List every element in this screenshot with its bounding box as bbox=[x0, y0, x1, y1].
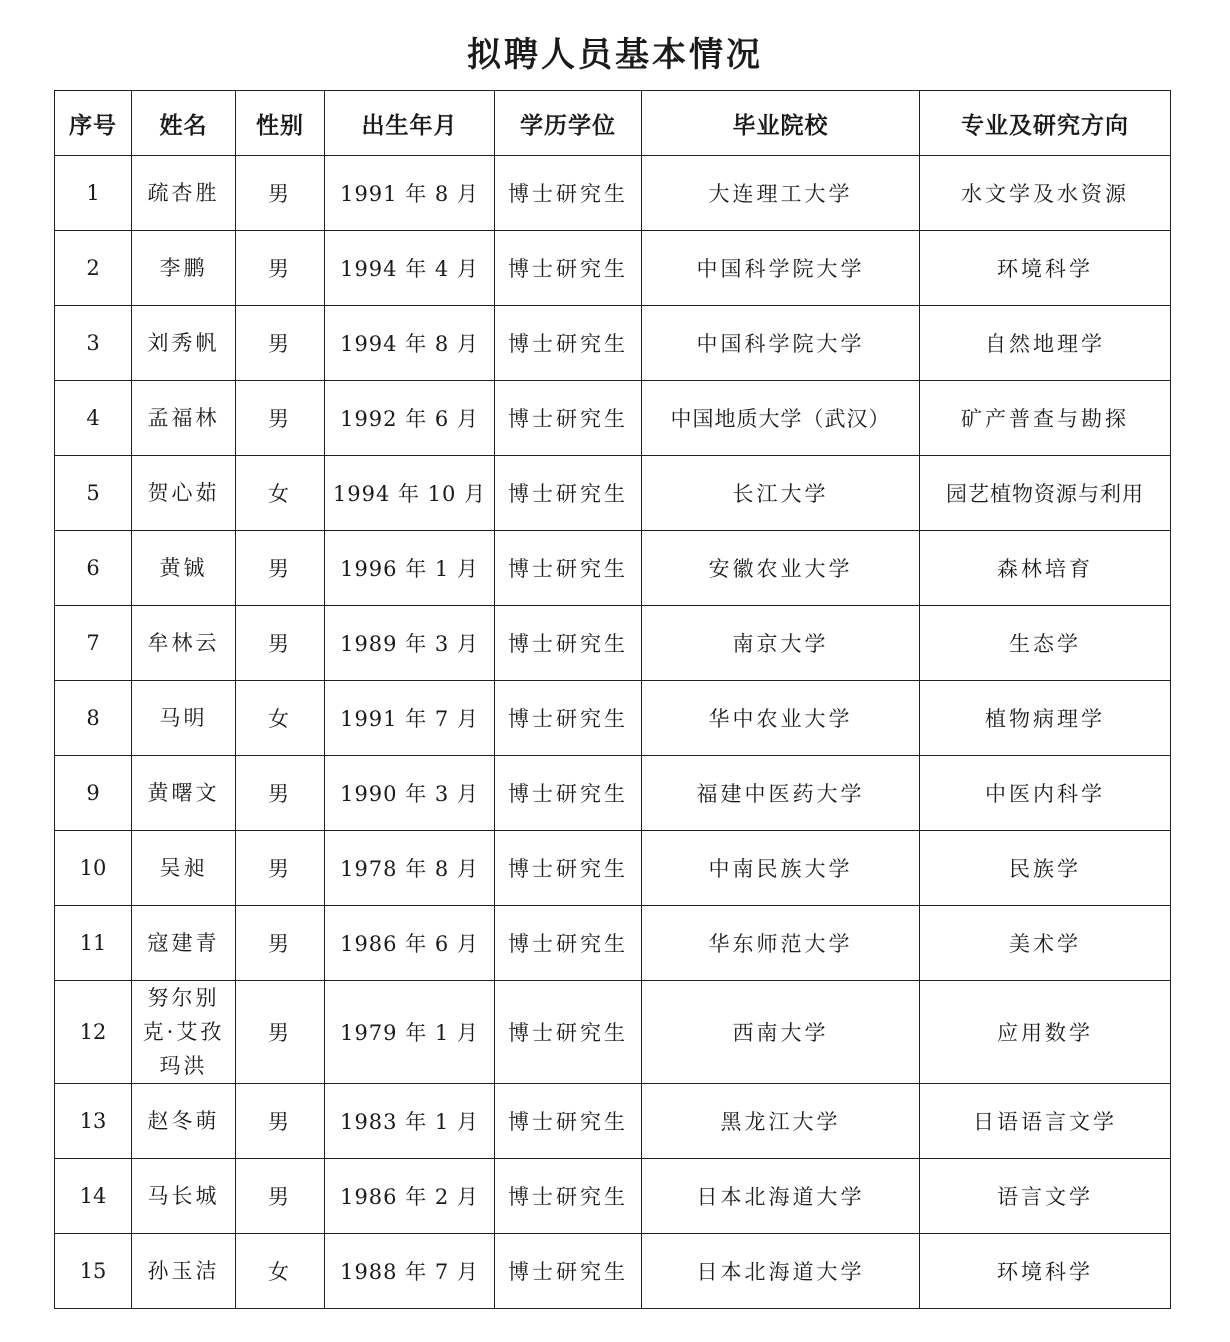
cell-name: 马长城 bbox=[132, 1159, 236, 1234]
cell-no: 2 bbox=[55, 231, 132, 306]
cell-major: 园艺植物资源与利用 bbox=[920, 456, 1171, 531]
cell-school: 日本北海道大学 bbox=[642, 1159, 920, 1234]
cell-birth: 1994 年 4 月 bbox=[325, 231, 495, 306]
candidate-table bbox=[54, 90, 1171, 1309]
cell-gender: 男 bbox=[236, 981, 325, 1084]
table-row bbox=[55, 231, 1171, 306]
cell-name: 牟林云 bbox=[132, 606, 236, 681]
cell-no: 1 bbox=[55, 156, 132, 231]
cell-gender: 男 bbox=[236, 156, 325, 231]
cell-no: 13 bbox=[55, 1084, 132, 1159]
cell-no: 11 bbox=[55, 906, 132, 981]
cell-gender: 女 bbox=[236, 681, 325, 756]
cell-birth: 1983 年 1 月 bbox=[325, 1084, 495, 1159]
cell-school: 大连理工大学 bbox=[642, 156, 920, 231]
cell-no: 8 bbox=[55, 681, 132, 756]
cell-school: 西南大学 bbox=[642, 981, 920, 1084]
cell-no: 7 bbox=[55, 606, 132, 681]
column-header-gender: 性别 bbox=[236, 91, 325, 156]
cell-no: 9 bbox=[55, 756, 132, 831]
table-row bbox=[55, 1084, 1171, 1159]
cell-school: 安徽农业大学 bbox=[642, 531, 920, 606]
cell-birth: 1992 年 6 月 bbox=[325, 381, 495, 456]
cell-school: 中国科学院大学 bbox=[642, 231, 920, 306]
cell-no: 14 bbox=[55, 1159, 132, 1234]
cell-school: 中国地质大学（武汉） bbox=[642, 381, 920, 456]
header-row bbox=[55, 91, 1171, 156]
cell-degree: 博士研究生 bbox=[495, 381, 642, 456]
cell-school: 华东师范大学 bbox=[642, 906, 920, 981]
cell-degree: 博士研究生 bbox=[495, 1234, 642, 1309]
table-row bbox=[55, 1159, 1171, 1234]
cell-no: 12 bbox=[55, 981, 132, 1084]
table-row bbox=[55, 456, 1171, 531]
cell-birth: 1978 年 8 月 bbox=[325, 831, 495, 906]
cell-degree: 博士研究生 bbox=[495, 231, 642, 306]
cell-gender: 男 bbox=[236, 381, 325, 456]
table-row bbox=[55, 606, 1171, 681]
cell-school: 日本北海道大学 bbox=[642, 1234, 920, 1309]
cell-major: 中医内科学 bbox=[920, 756, 1171, 831]
cell-birth: 1986 年 2 月 bbox=[325, 1159, 495, 1234]
table-row bbox=[55, 831, 1171, 906]
cell-gender: 男 bbox=[236, 756, 325, 831]
cell-name: 李鹏 bbox=[132, 231, 236, 306]
cell-birth: 1994 年 10 月 bbox=[325, 456, 495, 531]
cell-degree: 博士研究生 bbox=[495, 831, 642, 906]
cell-name: 刘秀帆 bbox=[132, 306, 236, 381]
cell-birth: 1988 年 7 月 bbox=[325, 1234, 495, 1309]
cell-school: 黑龙江大学 bbox=[642, 1084, 920, 1159]
column-header-no: 序号 bbox=[55, 91, 132, 156]
cell-degree: 博士研究生 bbox=[495, 981, 642, 1084]
cell-gender: 男 bbox=[236, 531, 325, 606]
table-row bbox=[55, 981, 1171, 1084]
cell-birth: 1991 年 8 月 bbox=[325, 156, 495, 231]
cell-major: 环境科学 bbox=[920, 231, 1171, 306]
cell-gender: 男 bbox=[236, 1159, 325, 1234]
cell-birth: 1986 年 6 月 bbox=[325, 906, 495, 981]
cell-degree: 博士研究生 bbox=[495, 756, 642, 831]
table-row bbox=[55, 756, 1171, 831]
cell-gender: 男 bbox=[236, 906, 325, 981]
column-header-degree: 学历学位 bbox=[495, 91, 642, 156]
cell-no: 6 bbox=[55, 531, 132, 606]
cell-school: 中南民族大学 bbox=[642, 831, 920, 906]
cell-major: 美术学 bbox=[920, 906, 1171, 981]
cell-no: 15 bbox=[55, 1234, 132, 1309]
cell-birth: 1994 年 8 月 bbox=[325, 306, 495, 381]
table-row bbox=[55, 531, 1171, 606]
cell-name: 黄铖 bbox=[132, 531, 236, 606]
cell-major: 水文学及水资源 bbox=[920, 156, 1171, 231]
cell-major: 语言文学 bbox=[920, 1159, 1171, 1234]
cell-name: 寇建青 bbox=[132, 906, 236, 981]
cell-school: 福建中医药大学 bbox=[642, 756, 920, 831]
cell-school: 中国科学院大学 bbox=[642, 306, 920, 381]
cell-major: 自然地理学 bbox=[920, 306, 1171, 381]
table-row bbox=[55, 906, 1171, 981]
cell-name: 马明 bbox=[132, 681, 236, 756]
cell-birth: 1990 年 3 月 bbox=[325, 756, 495, 831]
table-row bbox=[55, 156, 1171, 231]
cell-degree: 博士研究生 bbox=[495, 606, 642, 681]
cell-gender: 男 bbox=[236, 606, 325, 681]
cell-school: 华中农业大学 bbox=[642, 681, 920, 756]
cell-degree: 博士研究生 bbox=[495, 1159, 642, 1234]
cell-degree: 博士研究生 bbox=[495, 456, 642, 531]
cell-name: 孙玉洁 bbox=[132, 1234, 236, 1309]
cell-name: 努尔别克·艾孜玛洪 bbox=[132, 981, 236, 1084]
cell-birth: 1991 年 7 月 bbox=[325, 681, 495, 756]
column-header-school: 毕业院校 bbox=[642, 91, 920, 156]
cell-no: 5 bbox=[55, 456, 132, 531]
table-row bbox=[55, 306, 1171, 381]
cell-major: 民族学 bbox=[920, 831, 1171, 906]
cell-gender: 男 bbox=[236, 306, 325, 381]
table-row bbox=[55, 381, 1171, 456]
table-row bbox=[55, 681, 1171, 756]
cell-name: 孟福林 bbox=[132, 381, 236, 456]
cell-no: 4 bbox=[55, 381, 132, 456]
page-title: 拟聘人员基本情况 bbox=[467, 35, 763, 75]
cell-no: 3 bbox=[55, 306, 132, 381]
cell-major: 环境科学 bbox=[920, 1234, 1171, 1309]
cell-degree: 博士研究生 bbox=[495, 1084, 642, 1159]
cell-name: 吴昶 bbox=[132, 831, 236, 906]
cell-name: 疏杏胜 bbox=[132, 156, 236, 231]
cell-major: 森林培育 bbox=[920, 531, 1171, 606]
cell-gender: 男 bbox=[236, 1084, 325, 1159]
cell-degree: 博士研究生 bbox=[495, 531, 642, 606]
cell-degree: 博士研究生 bbox=[495, 306, 642, 381]
cell-major: 日语语言文学 bbox=[920, 1084, 1171, 1159]
cell-no: 10 bbox=[55, 831, 132, 906]
cell-school: 南京大学 bbox=[642, 606, 920, 681]
cell-degree: 博士研究生 bbox=[495, 906, 642, 981]
column-header-major: 专业及研究方向 bbox=[920, 91, 1171, 156]
cell-degree: 博士研究生 bbox=[495, 156, 642, 231]
cell-name: 赵冬萌 bbox=[132, 1084, 236, 1159]
cell-name: 贺心茹 bbox=[132, 456, 236, 531]
cell-birth: 1979 年 1 月 bbox=[325, 981, 495, 1084]
cell-major: 生态学 bbox=[920, 606, 1171, 681]
cell-gender: 男 bbox=[236, 831, 325, 906]
table-row bbox=[55, 1234, 1171, 1309]
cell-name: 黄曙文 bbox=[132, 756, 236, 831]
cell-gender: 女 bbox=[236, 456, 325, 531]
cell-birth: 1996 年 1 月 bbox=[325, 531, 495, 606]
cell-school: 长江大学 bbox=[642, 456, 920, 531]
column-header-name: 姓名 bbox=[132, 91, 236, 156]
cell-birth: 1989 年 3 月 bbox=[325, 606, 495, 681]
cell-major: 应用数学 bbox=[920, 981, 1171, 1084]
column-header-birth: 出生年月 bbox=[325, 91, 495, 156]
cell-major: 矿产普查与勘探 bbox=[920, 381, 1171, 456]
cell-major: 植物病理学 bbox=[920, 681, 1171, 756]
cell-degree: 博士研究生 bbox=[495, 681, 642, 756]
cell-gender: 女 bbox=[236, 1234, 325, 1309]
cell-gender: 男 bbox=[236, 231, 325, 306]
